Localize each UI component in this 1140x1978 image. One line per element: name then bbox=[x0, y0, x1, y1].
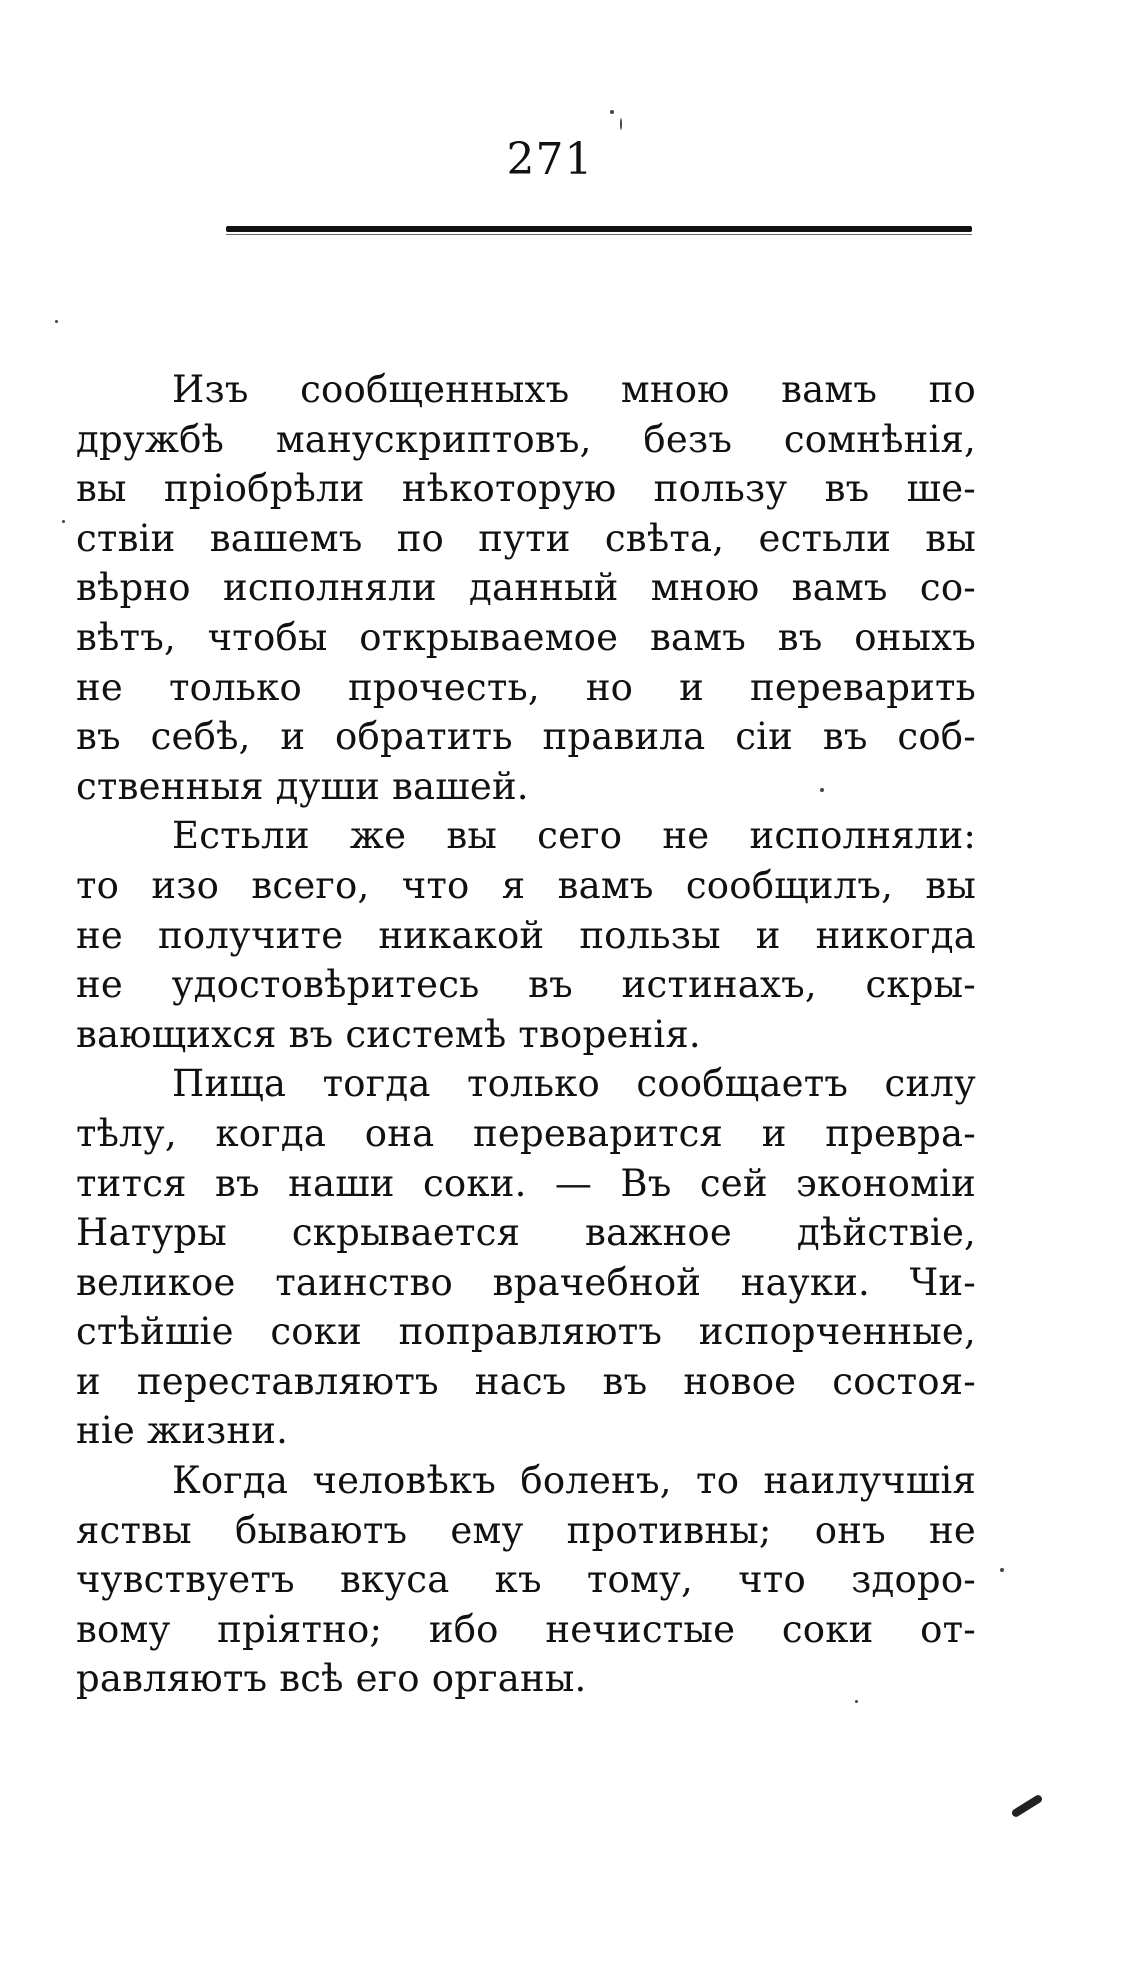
text-line: ствіи вашемъ по пути свѣта, естьли вы bbox=[76, 516, 976, 560]
text-line: вѣрно исполняли данный мною вамъ со- bbox=[76, 566, 976, 610]
ink-mark bbox=[1010, 1794, 1043, 1819]
text-line: Натуры скрывается важное дѣйствіе, bbox=[76, 1211, 976, 1255]
text-line: Естьли же вы сего не исполняли: bbox=[172, 814, 976, 858]
ink-speck bbox=[820, 788, 824, 792]
body-text bbox=[76, 365, 976, 1704]
text-line: стѣйшіе соки поправляютъ испорченные, bbox=[76, 1310, 976, 1354]
page-number: 271 bbox=[506, 134, 594, 185]
ink-speck bbox=[610, 110, 614, 114]
text-line: яствы бываютъ ему противны; онъ не bbox=[76, 1508, 976, 1552]
text-line: Пища тогда только сообщаетъ силу bbox=[172, 1062, 976, 1106]
text-line: дружбѣ манускриптовъ, безъ сомнѣнія, bbox=[76, 417, 976, 461]
text-line: равляютъ всѣ его органы. bbox=[76, 1657, 587, 1701]
ink-speck bbox=[855, 1700, 858, 1703]
ink-speck bbox=[1000, 1568, 1004, 1572]
text-line: тится въ наши соки. — Въ сей экономіи bbox=[76, 1161, 976, 1205]
text-line: то изо всего, что я вамъ сообщилъ, вы bbox=[76, 863, 976, 907]
text-line: Когда человѣкъ боленъ, то наилучшія bbox=[172, 1459, 976, 1503]
ink-speck bbox=[62, 520, 65, 523]
header-rule-shadow bbox=[226, 234, 972, 235]
text-line: вы пріобрѣли нѣкоторую пользу въ ше- bbox=[76, 467, 976, 511]
ink-speck bbox=[55, 320, 58, 323]
text-line: вѣтъ, чтобы открываемое вамъ въ оныхъ bbox=[76, 615, 976, 659]
text-line: не удостовѣритесь въ истинахъ, скры- bbox=[76, 963, 976, 1007]
text-line: не только прочесть, но и переварить bbox=[76, 665, 976, 709]
text-line: вому пріятно; ибо нечистые соки от- bbox=[76, 1607, 976, 1651]
text-line: и переставляютъ насъ въ новое состоя- bbox=[76, 1359, 976, 1403]
text-line: ственныя души вашей. bbox=[76, 764, 529, 808]
text-line: вающихся въ системѣ творенія. bbox=[76, 1012, 701, 1056]
text-line: не получите никакой пользы и никогда bbox=[76, 913, 976, 957]
text-line: ніе жизни. bbox=[76, 1409, 289, 1453]
header-rule bbox=[226, 226, 972, 232]
text-line: великое таинство врачебной науки. Чи- bbox=[76, 1260, 976, 1304]
text-line: тѣлу, когда она переварится и превра- bbox=[76, 1111, 976, 1155]
text-line: Изъ сообщенныхъ мною вамъ по bbox=[172, 368, 976, 411]
text-line: въ себѣ, и обратить правила сіи въ соб- bbox=[76, 715, 976, 759]
text-line: чувствуетъ вкуса къ тому, что здоро- bbox=[76, 1558, 976, 1602]
ink-speck bbox=[620, 118, 622, 130]
